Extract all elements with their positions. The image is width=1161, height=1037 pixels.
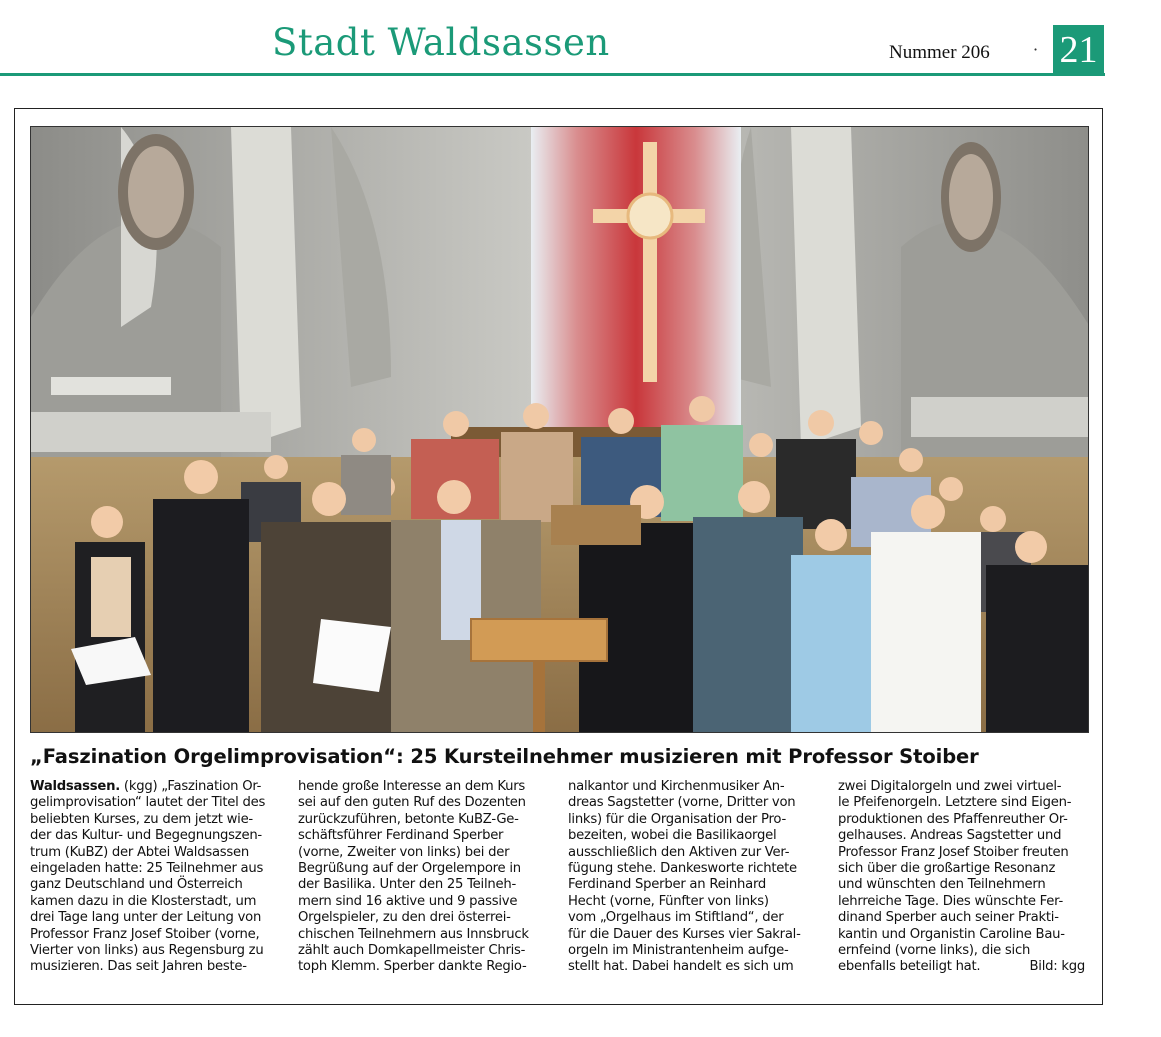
article-headline: „Faszination Orgelimprovisation“: 25 Kursteilnehmer musizieren mit Professor Stoiber [30,745,979,768]
text-line: ausschließlich den Aktiven zur Ver- [568,844,790,860]
text-line: kantin und Organistin Caroline Bau- [838,926,1065,942]
text-line: für die Dauer des Kurses vier Sakral- [568,926,801,942]
text-line: links) für die Organisation der Pro- [568,811,786,827]
text-line: Hecht (vorne, Fünfter von links) [568,893,769,909]
group-photo [30,126,1089,733]
text-line: nalkantor und Kirchenmusiker An- [568,779,785,794]
text-line: trum (KuBZ) der Abtei Waldsassen [30,844,250,860]
section-title: Stadt Waldsassen [272,21,610,64]
article-dateline: Waldsassen. [30,779,120,794]
text-line: Professor Franz Josef Stoiber (vorne, [30,926,260,942]
text-line: Professor Franz Josef Stoiber freuten [838,844,1069,860]
issue-number: Nummer 206 [889,42,990,63]
text-line: schäftsführer Ferdinand Sperber [298,828,504,844]
photo-credit: Bild: kgg [1029,959,1085,975]
article-column-2 [298,779,545,976]
text-line: gelimprovisation“ lautet der Titel des [30,795,266,811]
text-line [838,959,1085,975]
masthead [0,0,1161,80]
text-line: dinand Sperber auch seiner Prakti- [838,910,1059,926]
text-line: der Basilika. Unter den 25 Teilneh- [298,877,516,893]
text-line: chischen Teilnehmern aus Innsbruck [298,926,529,942]
text-line: ernfeind (vorne links), die sich [838,942,1031,958]
text-line-fragment: ebenfalls beteiligt hat. [838,959,981,975]
text-line: ganz Deutschland und Österreich [30,877,243,893]
text-line: bezeiten, wobei die Basilikaorgel [568,828,777,844]
text-line: dreas Sagstetter (vorne, Dritter von [568,795,796,811]
text-line: Begrüßung auf der Orgelempore in [298,860,521,876]
text-line: gelhauses. Andreas Sagstetter und [838,828,1062,844]
text-line: und wünschten den Teilnehmern [838,877,1046,893]
page-number-badge: 21 [1053,25,1104,75]
text-line-fragment: (kgg) „Faszination Or- [119,779,262,794]
text-line: Vierter von links) aus Regensburg zu [30,942,264,958]
text-line: mern sind 16 aktive und 9 passive [298,893,518,909]
text-line: lehrreiche Tage. Dies wünschte Fer- [838,893,1063,909]
text-line: sei auf den guten Ruf des Dozenten [298,795,526,811]
text-line: drei Tage lang unter der Leitung von [30,910,262,926]
article-column-3 [568,779,815,976]
text-line: vom „Orgelhaus im Stiftland“, der [568,910,784,926]
text-line: zurückzuführen, betonte KuBZ-Ge- [298,811,519,827]
text-line: (vorne, Zweiter von links) bei der [298,844,510,860]
article-column-1 [30,779,277,976]
text-line: zwei Digitalorgeln und zwei virtuel- [838,779,1062,794]
text-line: hende große Interesse an dem Kurs [298,779,526,794]
text-line: fügung stehe. Dankesworte richtete [568,860,797,876]
text-line: beliebten Kurses, zu dem jetzt wie- [30,811,253,827]
text-line: le Pfeifenorgeln. Letztere sind Eigen- [838,795,1072,811]
text-line: eingeladen hatte: 25 Teilnehmer aus [30,860,264,876]
header-rule [0,73,1105,76]
text-line [30,779,277,795]
text-line: sich über die großartige Resonanz [838,860,1056,876]
text-line: kamen dazu in die Klosterstadt, um [30,893,257,909]
text-line: Ferdinand Sperber an Reinhard [568,877,767,893]
text-line: produktionen des Pfaffenreuther Or- [838,811,1068,827]
article-column-4 [838,779,1085,976]
text-line: stellt hat. Dabei handelt es sich um [568,959,794,975]
separator-dot: · [1033,40,1039,59]
text-line: musizieren. Das seit Jahren beste- [30,959,247,975]
text-line: toph Klemm. Sperber dankte Regio- [298,959,527,975]
text-line: der das Kultur- und Begegnungszen- [30,828,262,844]
text-line: zählt auch Domkapellmeister Chris- [298,942,526,958]
text-line: orgeln im Ministrantenheim aufge- [568,942,789,958]
article-body [30,779,1090,994]
text-line: Orgelspieler, zu den drei österrei- [298,910,511,926]
